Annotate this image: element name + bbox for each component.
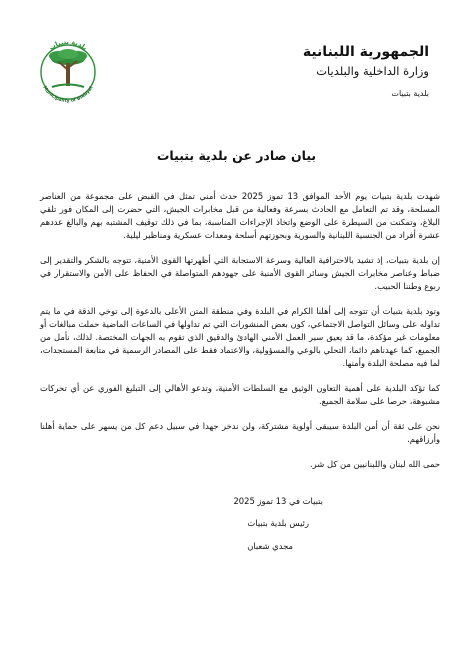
logo-english-text: Municipality of Btebyat xyxy=(41,85,95,105)
logo-arabic-text: بلدية بتبيات xyxy=(47,37,89,52)
statement-title: بيان صادر عن بلدية بتبيات xyxy=(156,148,317,163)
paragraph-2: إن بلدية بتبيات، إذ تشيد بالاحترافية العالية وسرعة الاستجابة التي أظهرتها القوى الأمنية، تتوجه بالشكر والتقدير إلى ضباط وعناصر مخابرات الجيش وسائر القوى الأمنية على جهودهم المتواصلة في الحفاظ على الأمن والاستقرار في ربوع وطننا الحبيب. xyxy=(40,255,440,291)
signature-name: مجدي شعبان xyxy=(247,541,293,551)
signature-date: بتبيات في 13 تموز 2025 xyxy=(233,496,323,506)
paragraph-5: نحن على ثقة أن أمن البلدة سيبقى أولوية مشتركة، ولن ندخر جهدا في سبيل دعم كل من يسهر على حماية أهلنا وأرزاقهم. xyxy=(40,421,440,444)
tree-emblem-icon xyxy=(34,26,102,114)
paragraph-6: حمى الله لبنان واللبنانيين من كل شر. xyxy=(310,459,440,469)
letterhead xyxy=(169,42,429,101)
statement-body xyxy=(40,190,440,479)
paragraph-4: كما تؤكد البلدية على أهمية التعاون الوثيق مع السلطات الأمنية، وتدعو الأهالي إلى التبليغ الفوري عن أي تحركات مشبوهة، حرصا على سلامة الجميع. xyxy=(40,383,440,406)
paragraph-3: وتود بلدية بتبيات أن تتوجه إلى أهلنا الكرام في البلدة وفي منطقة المتن الأعلى بالدعوة إلى توخي الدقة في ما يتم تداوله على وسائل التواصل الاجتماعي، كون بعض المنشورات التي تم تداولها في الساعات الماضية حملت مبالغات أو معلومات غير مؤكدة، ما قد يعيق سير العمل الأمني الهادئ والدقيق الذي تقوم به الجهات المختصة. لذلك، نأمل من الجميع، كما عهدناهم دائما، التحلي بالوعي والمسؤولية، والاعتماد فقط على المصادر الرسمية في متابعة المستجدات، لما فيه مصلحة البلدة وأمنها. xyxy=(40,306,440,368)
ministry-title: وزارة الداخلية والبلديات xyxy=(316,64,429,78)
signature-block xyxy=(143,495,323,553)
republic-title: الجمهورية اللبنانية xyxy=(302,44,429,60)
signature-role: رئيس بلدية بتبيات xyxy=(247,518,309,528)
municipality-logo xyxy=(34,26,102,114)
municipality-label: بلدية بتبيات xyxy=(391,89,429,98)
svg-text:Municipality of Btebyat xyxy=(41,84,94,104)
paragraph-1: شهدت بلدية بتبيات يوم الأحد الموافق 13 تموز 2025 حدث أمني تمثل في القبض على مجموعة من العناصر المسلحة، وقد تم التعامل مع الحادث بسرعة وفعالية من قبل مخابرات الجيش، التي حضرت إلى المكان فور تلقي البلاغ، وتمكنت من السيطرة على الوضع واتخاذ الإجراءات المناسبة، بما في ذلك توقيف المشتبه بهم والبالغ عددهم عشرة أفراد من الجنسية اللبنانية والسورية وبحوزتهم أسلحة ومعدات عسكرية ومناظير ليلية. xyxy=(40,191,440,240)
